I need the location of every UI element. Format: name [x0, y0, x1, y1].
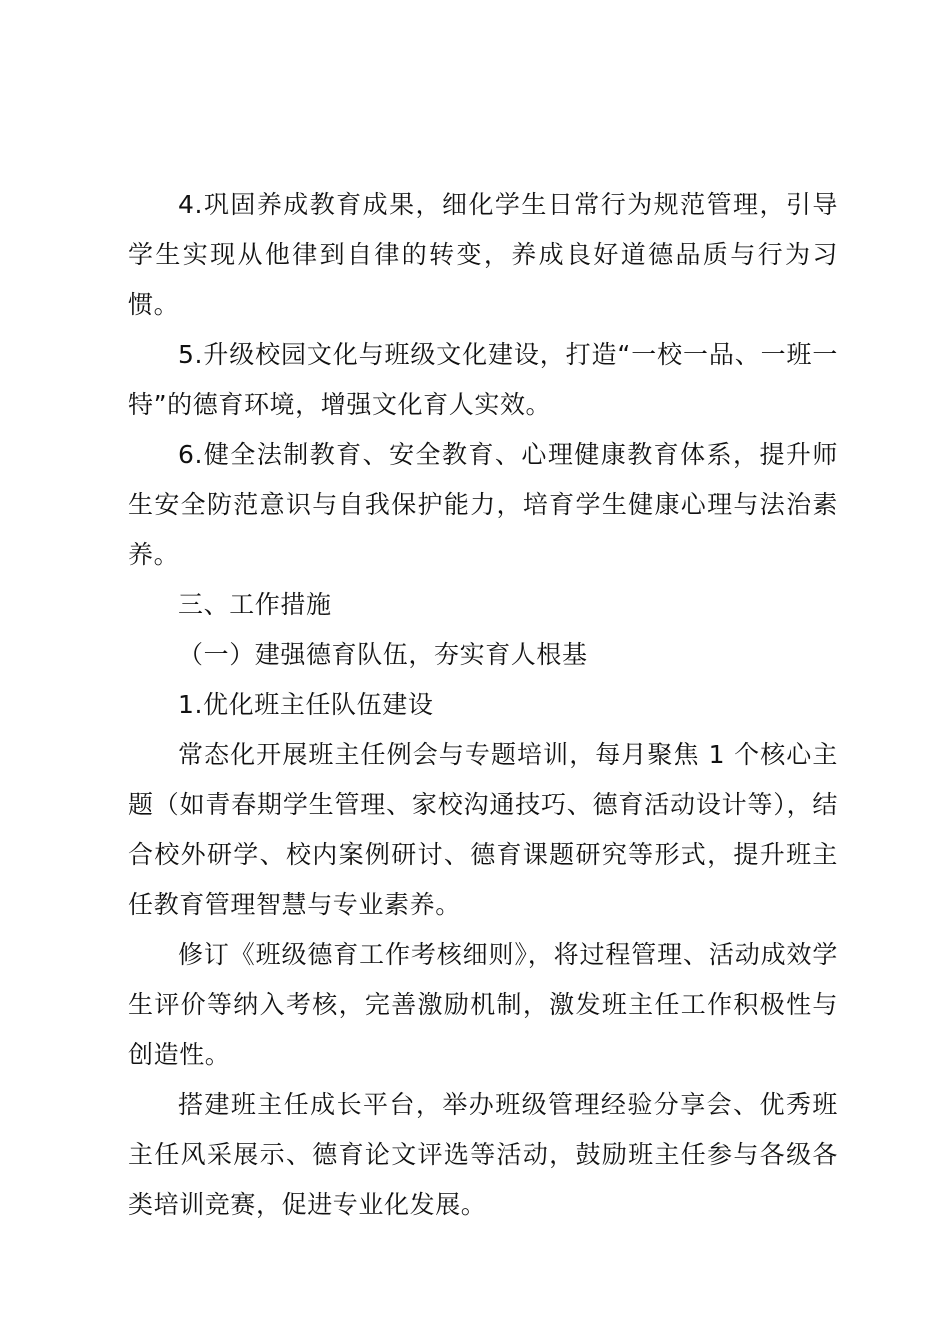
goal-item-6: 6.健全法制教育、安全教育、心理健康教育体系，提升师生安全防范意识与自我保护能力，培育学生健康心理与法治素养。	[128, 440, 838, 569]
body-paragraph-assessment: 修订《班级德育工作考核细则》，将过程管理、活动成效学生评价等纳入考核，完善激励机制，激发班主任工作积极性与创造性。	[128, 940, 838, 1069]
body-paragraph-platform: 搭建班主任成长平台，举办班级管理经验分享会、优秀班主任风采展示、德育论文评选等活动，鼓励班主任参与各级各类培训竞赛，促进专业化发展。	[128, 1090, 838, 1219]
goal-item-4: 4.巩固养成教育成果，细化学生日常行为规范管理，引导学生实现从他律到自律的转变，养成良好道德品质与行为习惯。	[128, 190, 838, 319]
item-heading-teacher-team: 1.优化班主任队伍建设	[178, 690, 434, 719]
subsection-heading-team: （一）建强德育队伍，夯实育人根基	[178, 640, 588, 669]
section-heading-measures: 三、工作措施	[178, 590, 332, 619]
body-paragraph-training: 常态化开展班主任例会与专题培训，每月聚焦 1 个核心主题（如青春期学生管理、家校沟通技巧、德育活动设计等），结合校外研学、校内案例研讨、德育课题研究等形式，提升班主任教育管理智慧与专业素养。	[128, 740, 838, 919]
goal-item-5: 5.升级校园文化与班级文化建设，打造“一校一品、一班一特”的德育环境，增强文化育人实效。	[128, 340, 838, 419]
document-body	[128, 180, 838, 1230]
